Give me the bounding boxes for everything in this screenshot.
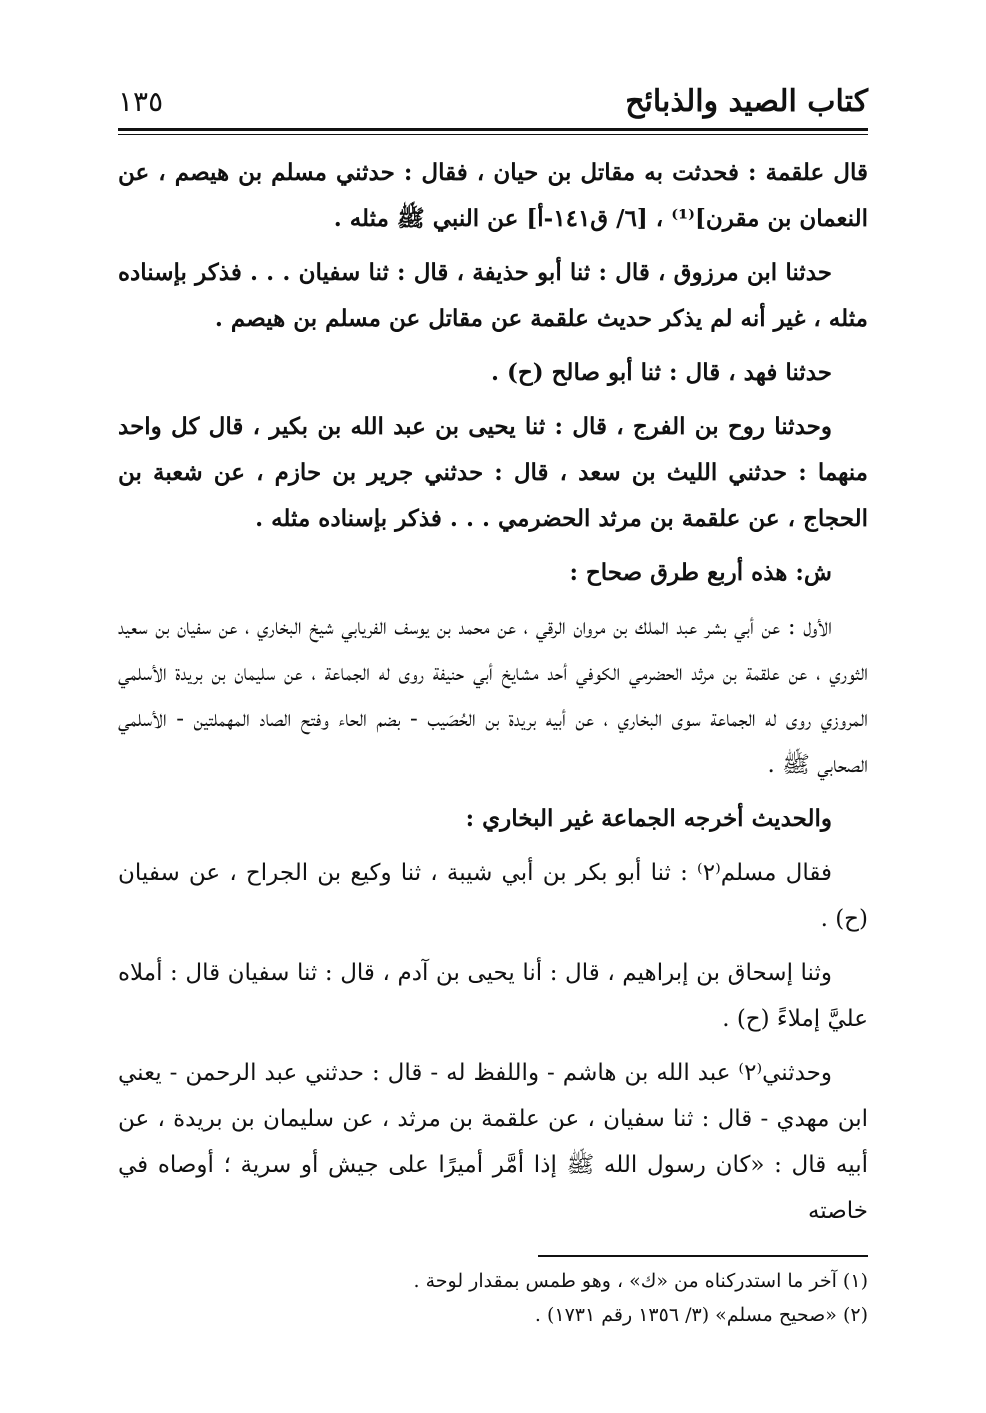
running-title: كتاب الصيد والذبائح [625, 84, 868, 119]
header-rule [118, 128, 868, 131]
paragraph: ش: هذه أربع طرق صحاح : [569, 559, 832, 586]
footnotes [118, 1264, 868, 1332]
paragraph: حدثنا فهد ، قال : ثنا أبو صالح (ح) . [490, 359, 832, 386]
page-number: ١٣٥ [118, 85, 164, 118]
paragraph: حدثنا ابن مرزوق ، قال : ثنا أبو حذيفة ، قال : ثنا سفيان . . . فذكر بإسناده مثله ، غير أنه لم يذكر حديث علقمة عن مقاتل عن مسلم بن هيصم . [118, 259, 868, 332]
footnote: (٢) «صحيح مسلم» (٣/ ١٣٥٦ رقم ١٧٣١) . [534, 1304, 868, 1326]
paragraph: وثنا إسحاق بن إبراهيم ، قال : أنا يحيى بن آدم ، قال : ثنا سفيان قال : أملاه عليَّ إملاءً (ح) . [118, 960, 868, 1032]
header-rule-thin [118, 134, 868, 135]
body-text [118, 150, 868, 1242]
paragraph: فقال مسلم⁽٢⁾ : ثنا أبو بكر بن أبي شيبة ، ثنا وكيع بن الجراح ، عن سفيان (ح) . [118, 860, 868, 932]
page-header [118, 80, 868, 124]
paragraph: وحدثني⁽٢⁾ عبد الله بن هاشم - واللفظ له - قال : حدثني عبد الرحمن - يعني ابن مهدي - قال : ثنا سفيان ، عن علقمة بن مرثد ، عن سليمان بن بريدة ، عن أبيه قال : «كان رسول الله ﷺ إذا أمَّر أميرًا على جيش أو سرية ؛ أوصاه في خاصته [118, 1060, 868, 1224]
paragraph: والحديث أخرجه الجماعة غير البخاري : [465, 805, 832, 832]
paragraph: قال علقمة : فحدثت به مقاتل بن حيان ، فقال : حدثني مسلم بن هيصم ، عن النعمان بن مقرن]⁽¹⁾ ، [٦/ ق١٤١-أ] عن النبي ﷺ مثله . [118, 159, 868, 232]
paragraph: وحدثنا روح بن الفرج ، قال : ثنا يحيى بن عبد الله بن بكير ، قال كل واحد منهما : حدثني الليث بن سعد ، قال : حدثني جرير بن حازم ، عن شعبة بن الحجاج ، عن علقمة بن مرثد الحضرمي . . . فذكر بإسناده مثله . [118, 413, 868, 532]
footnote: (١) آخر ما استدركناه من «ك» ، وهو طمس بمقدار لوحة . [413, 1270, 868, 1292]
footnote-rule [538, 1255, 868, 1257]
paragraph: الأول : عن أبي بشر عبد الملك بن مروان الرقي ، عن محمد بن يوسف الفريابي شيخ البخاري ، عن سفيان بن سعيد الثوري ، عن علقمة بن مرثد الحضرمي الكوفي أحد مشايخ أبي حنيفة روى له الجماعة ، عن سليمان بن بريدة الأسلمي المروزي روى له الجماعة سوى البخاري ، عن أبيه بريدة بن الحُصَيب - بضم الحاء وفتح الصاد المهملتين - الأسلمي الصحابي ﷺ . [118, 614, 868, 778]
